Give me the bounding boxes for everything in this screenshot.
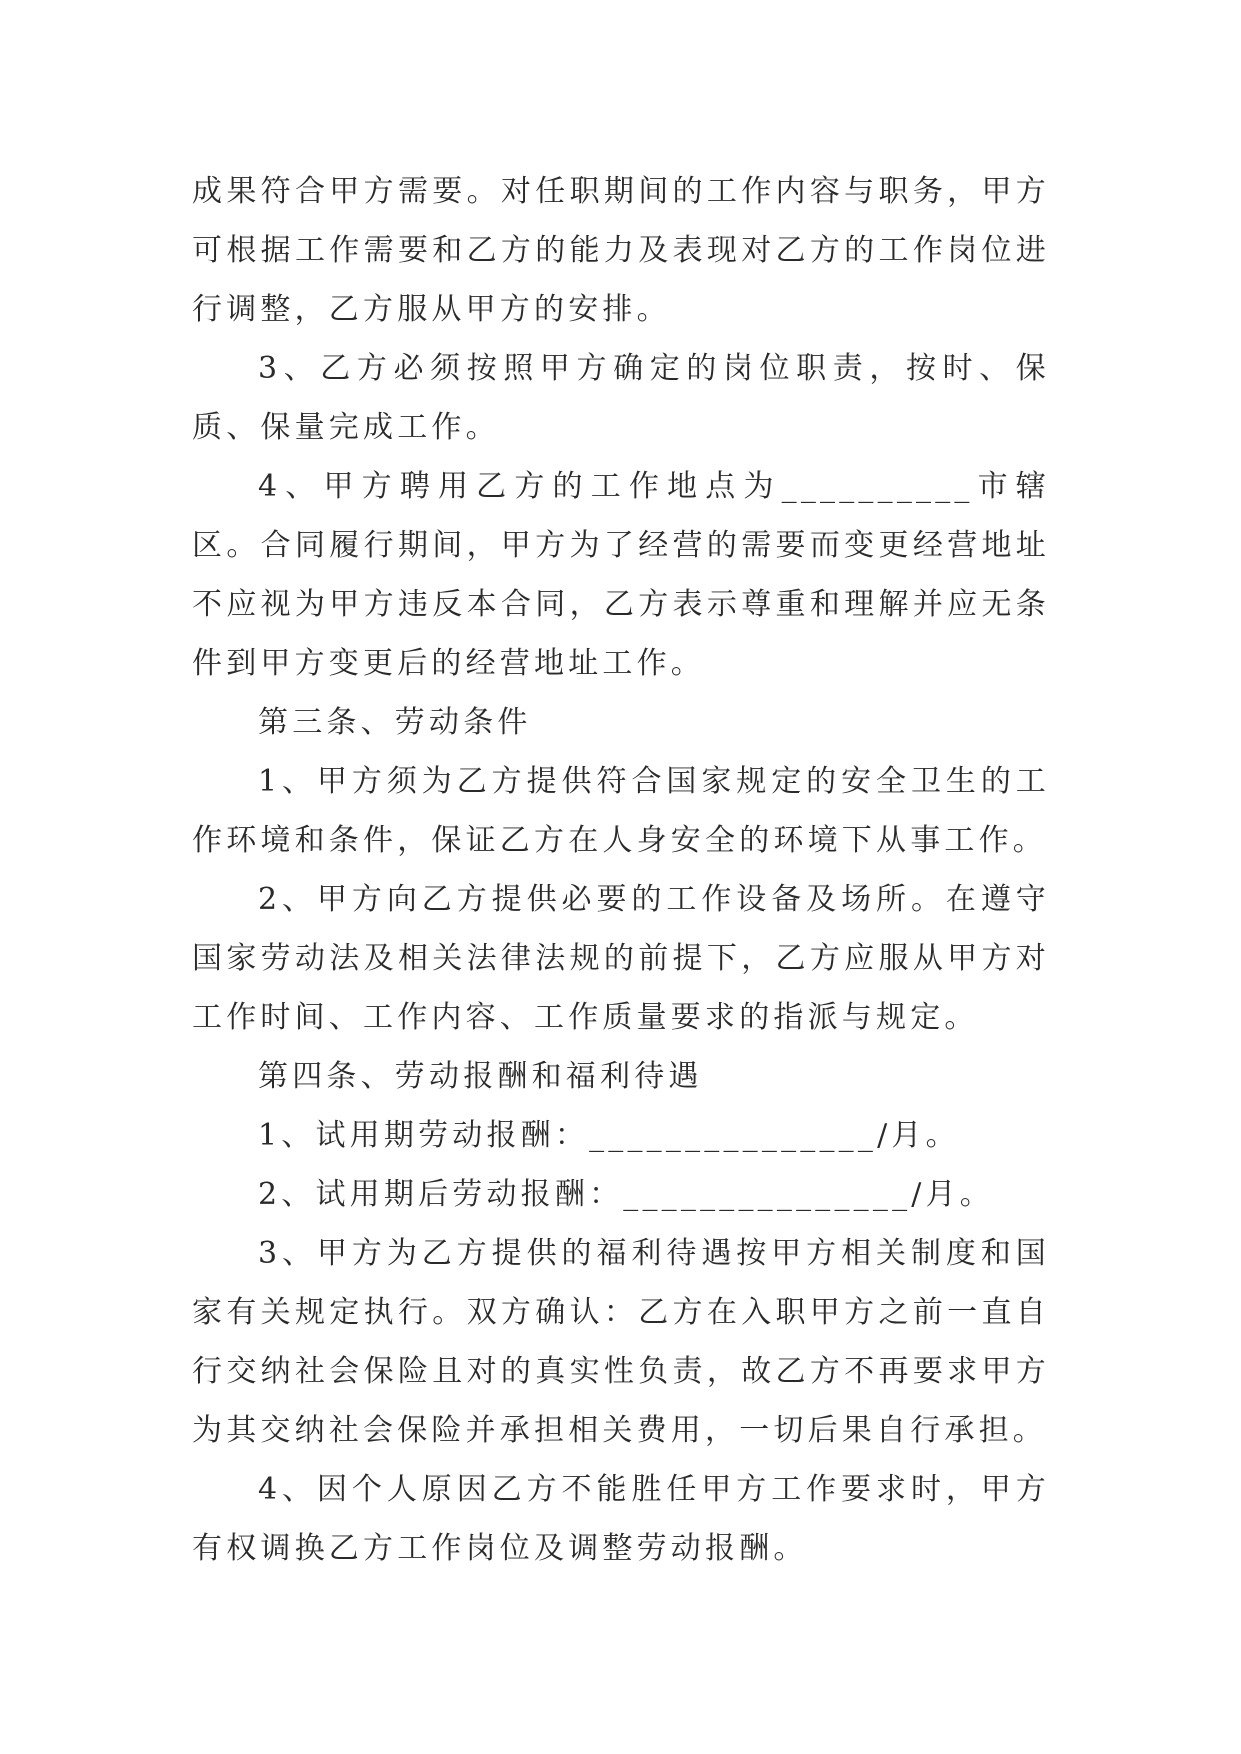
paragraph-clause-2-4: 4、甲方聘用乙方的工作地点为__________市辖区。合同履行期间，甲方为了经营的需要而变更经营地址不应视为甲方违反本合同，乙方表示尊重和理解并应无条件到甲方变更后的经营地址工作。 <box>192 469 1050 681</box>
paragraph-clause-4-4: 4、因个人原因乙方不能胜任甲方工作要求时，甲方有权调换乙方工作岗位及调整劳动报酬。 <box>192 1472 1050 1566</box>
paragraph-clause-4-1: 1、试用期劳动报酬：_______________/月。 <box>258 1118 960 1153</box>
paragraph-clause-3-1: 1、甲方须为乙方提供符合国家规定的安全卫生的工作环境和条件，保证乙方在人身安全的环境下从事工作。 <box>192 764 1050 858</box>
paragraph-clause-4-2: 2、试用期后劳动报酬：_______________/月。 <box>258 1177 994 1212</box>
section-heading-article-4: 第四条、劳动报酬和福利待遇 <box>258 1059 703 1094</box>
paragraph-continuation: 成果符合甲方需要。对任职期间的工作内容与职务，甲方可根据工作需要和乙方的能力及表现对乙方的工作岗位进行调整，乙方服从甲方的安排。 <box>192 174 1050 327</box>
document-body <box>192 162 1050 1578</box>
section-heading-article-3: 第三条、劳动条件 <box>258 705 532 740</box>
paragraph-clause-3-2: 2、甲方向乙方提供必要的工作设备及场所。在遵守国家劳动法及相关法律法规的前提下，乙方应服从甲方对工作时间、工作内容、工作质量要求的指派与规定。 <box>192 882 1050 1035</box>
paragraph-clause-4-3: 3、甲方为乙方提供的福利待遇按甲方相关制度和国家有关规定执行。双方确认：乙方在入职甲方之前一直自行交纳社会保险且对的真实性负责，故乙方不再要求甲方为其交纳社会保险并承担相关费用，一切后果自行承担。 <box>192 1236 1050 1448</box>
paragraph-clause-2-3: 3、乙方必须按照甲方确定的岗位职责，按时、保质、保量完成工作。 <box>192 351 1050 445</box>
